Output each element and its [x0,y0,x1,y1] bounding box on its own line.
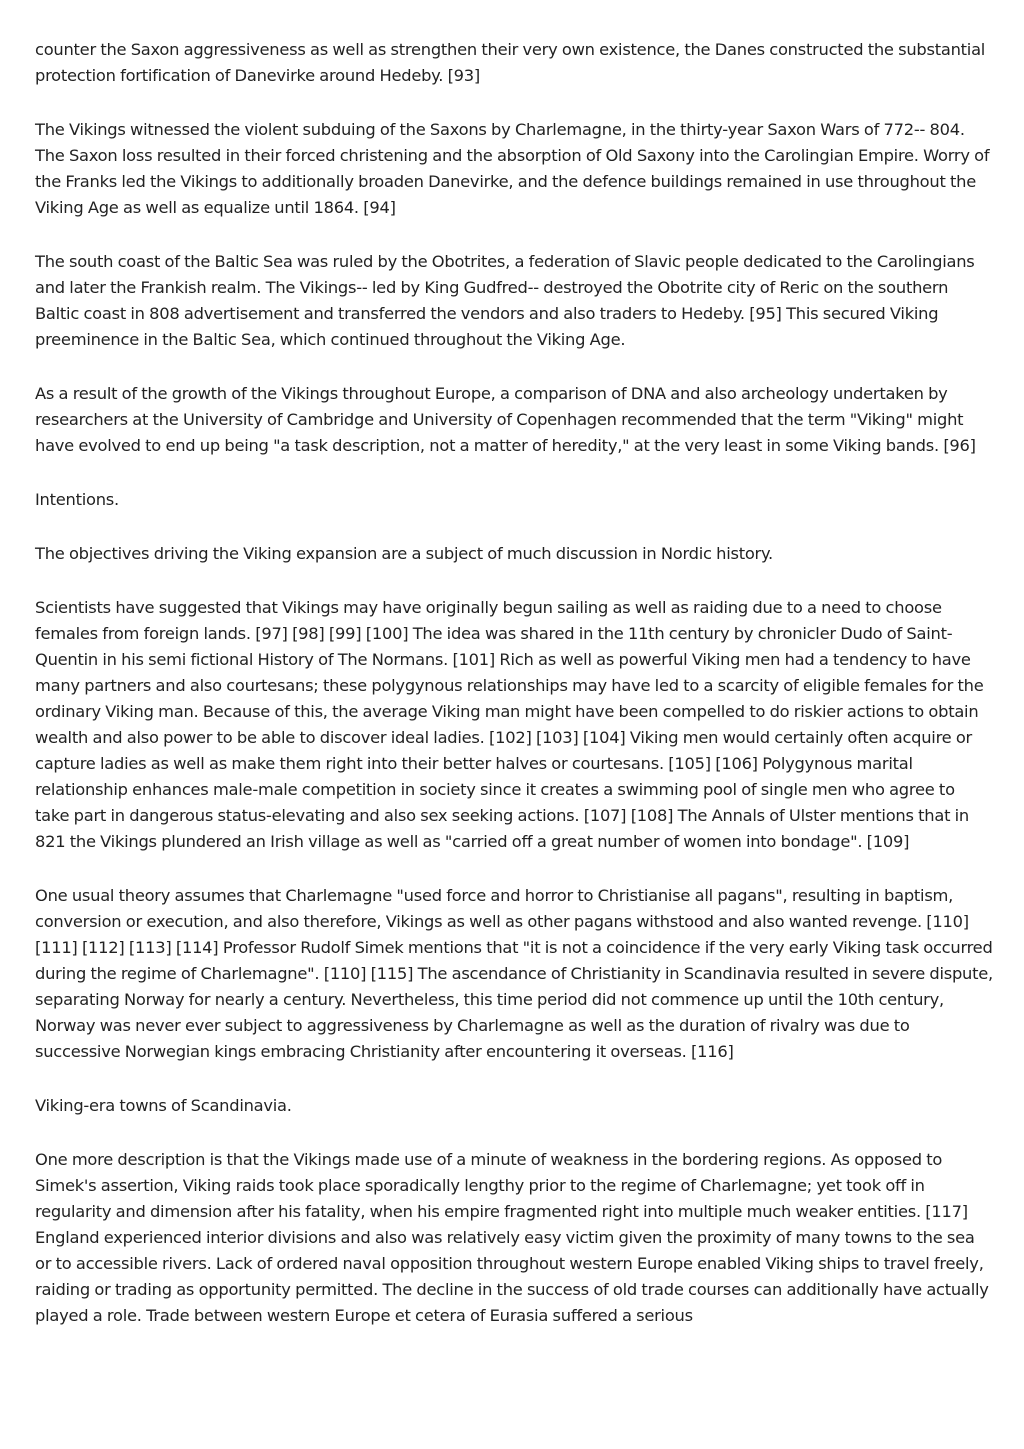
paragraph-objectives: The objectives driving the Viking expansion are a subject of much discussion in Nordic history. [35,544,773,563]
paragraph-dna-study: As a result of the growth of the Vikings throughout Europe, a comparison of DNA and also archeology undertaken by researchers at the University of Cambridge and University of Copenhagen recommended that the term "Viking" might have evolved to end up being "a task description, not a matter of heredity," at the very least in some Viking bands. [96] [35,384,976,455]
section-heading-intentions: Intentions. [35,490,119,509]
paragraph-baltic-coast: The south coast of the Baltic Sea was ruled by the Obotrites, a federation of Slavic people dedicated to the Carolingians and later the Frankish realm. The Vikings-- led by King Gudfred-- destroyed the Obotrite city of Reric on the southern Baltic coast in 808 advertisement and transferred the vendors and also traders to Hedeby. [95] This secured Viking preeminence in the Baltic Sea, which continued throughout the Viking Age. [35,252,975,349]
section-heading-towns: Viking-era towns of Scandinavia. [35,1096,292,1115]
paragraph-weakness: One more description is that the Vikings made use of a minute of weakness in the bordering regions. As opposed to Simek's assertion, Viking raids took place sporadically lengthy prior to the regime of Charlemagne; yet took off in regularity and dimension after his fatality, when his empire fragmented right into multiple much weaker entities. [117] England experienced interior divisions and also was relatively easy victim given the proximity of many towns to the sea or to accessible rivers. Lack of ordered naval opposition throughout western Europe enabled Viking ships to travel freely, raiding or trading as opportunity permitted. The decline in the success of old trade courses can additionally have actually played a role. Trade between western Europe et cetera of Eurasia suffered a serious [35,1150,989,1325]
paragraph-saxon-wars: The Vikings witnessed the violent subduing of the Saxons by Charlemagne, in the thirty-year Saxon Wars of 772-- 804. The Saxon loss resulted in their forced christening and the absorption of Old Saxony into the Carolingian Empire. Worry of the Franks led the Vikings to additionally broaden Danevirke, and the defence buildings remained in use throughout the Viking Age as well as equalize until 1864. [94] [35,120,990,217]
paragraph-danevirke: counter the Saxon aggressiveness as well as strengthen their very own existence, the Danes constructed the substantial protection fortification of Danevirke around Hedeby. [93] [35,40,986,85]
paragraph-scientists: Scientists have suggested that Vikings may have originally begun sailing as well as raiding due to a need to choose females from foreign lands. [97] [98] [99] [100] The idea was shared in the 11th century by chronicler Dudo of Saint-Quentin in his semi fictional History of The Normans. [101] Rich as well as powerful Viking men had a tendency to have many partners and also courtesans; these polygynous relationships may have led to a scarcity of eligible females for the ordinary Viking man. Because of this, the average Viking man might have been compelled to do riskier actions to obtain wealth and also power to be able to discover ideal ladies. [102] [103] [104] Viking men would certainly often acquire or capture ladies as well as make them right into their better halves or courtesans. [105] [106] Polygynous marital relationship enhances male-male competition in society since it creates a swimming pool of single men who agree to take part in dangerous status-elevating and also sex seeking actions. [107] [108] The Annals of Ulster mentions that in 821 the Vikings plundered an Irish village as well as "carried off a great number of women into bondage". [109] [35,598,984,851]
paragraph-charlemagne-theory: One usual theory assumes that Charlemagne "used force and horror to Christianise all pagans", resulting in baptism, conversion or execution, and also therefore, Vikings as well as other pagans withstood and also wanted revenge. [110] [111] [112] [113] [114] Professor Rudolf Simek mentions that "it is not a coincidence if the very early Viking task occurred during the regime of Charlemagne". [110] [115] The ascendance of Christianity in Scandinavia resulted in severe dispute, separating Norway for nearly a century. Nevertheless, this time period did not commence up until the 10th century, Norway was never ever subject to aggressiveness by Charlemagne as well as the duration of rivalry was due to successive Norwegian kings embracing Christianity after encountering it overseas. [116] [35,886,993,1061]
document-body [35,37,993,1357]
